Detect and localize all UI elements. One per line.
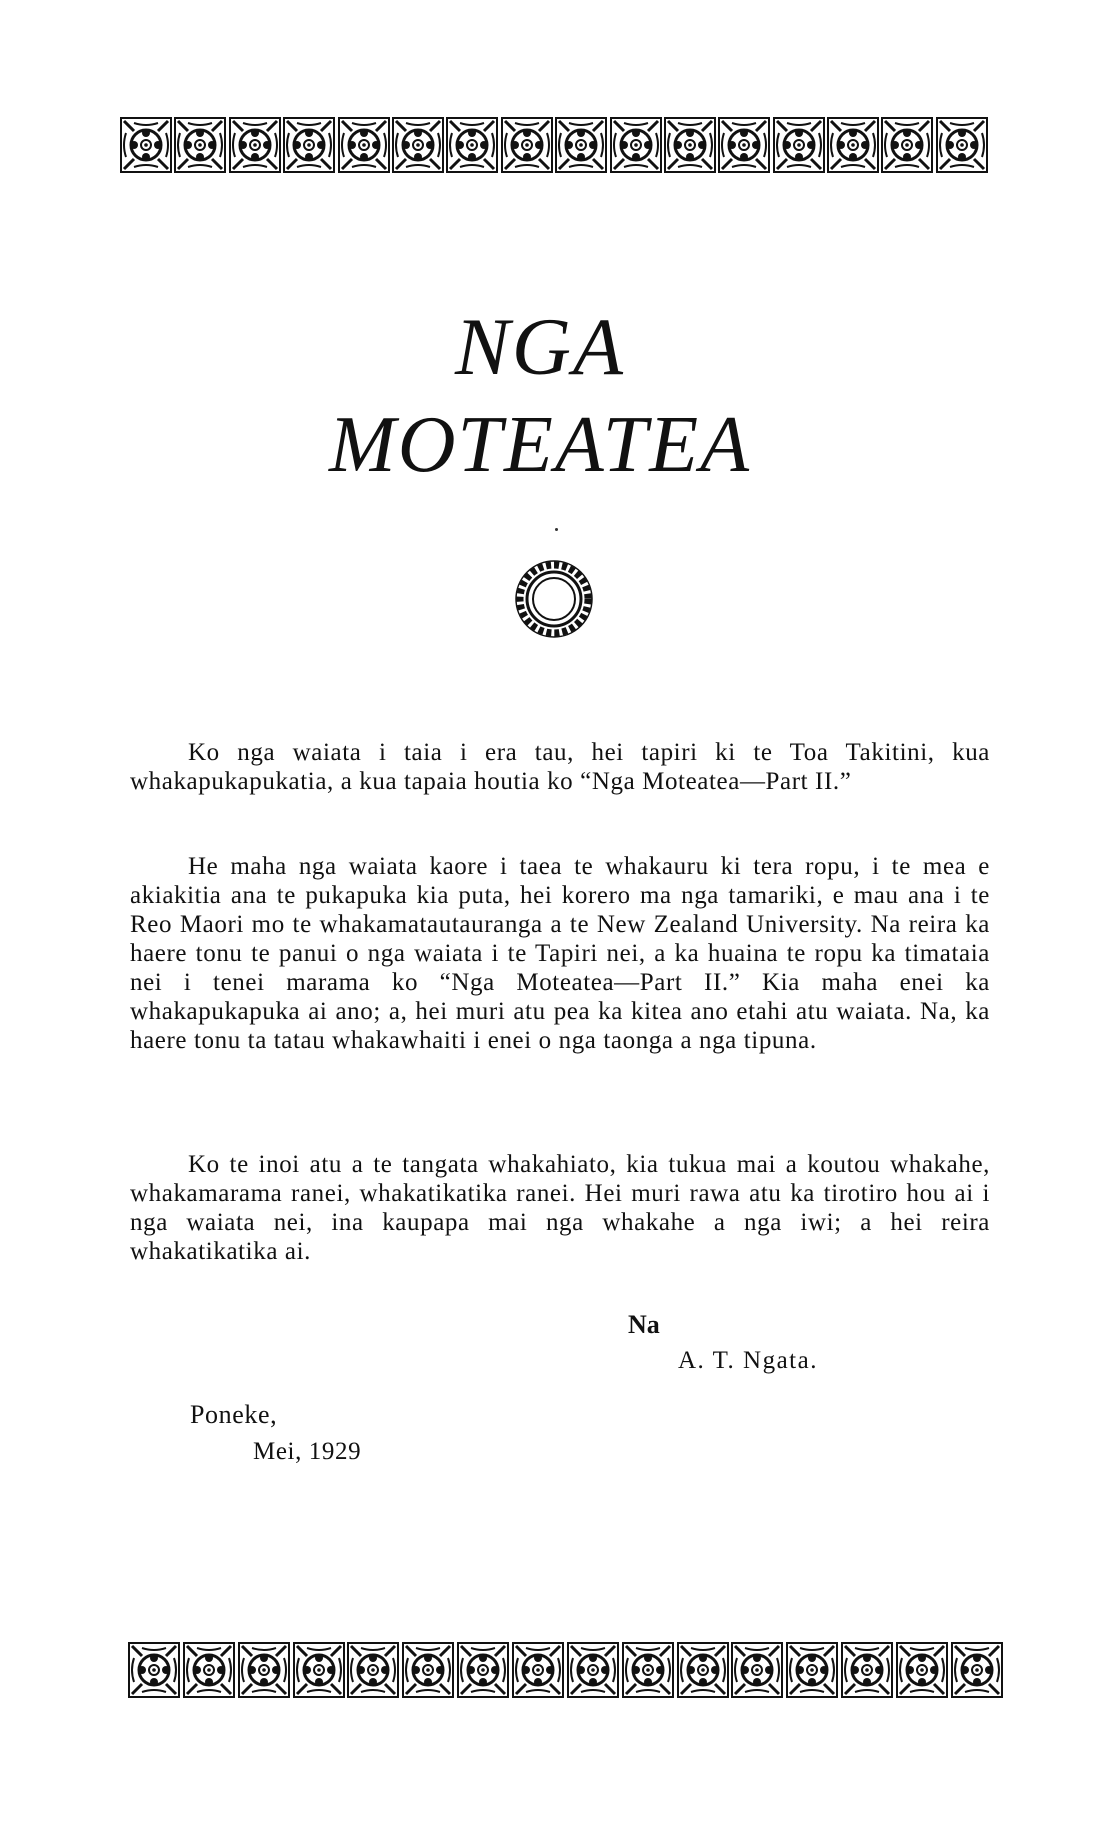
dateline-date: Mei, 1929 — [253, 1438, 362, 1465]
ornament-tile — [786, 1642, 838, 1698]
ornament-tile — [120, 117, 172, 173]
ornament-tile — [896, 1642, 948, 1698]
ornament-tile — [512, 1642, 564, 1698]
ornament-tile — [402, 1642, 454, 1698]
ornament-tile — [338, 117, 390, 173]
ornament-tile — [936, 117, 988, 173]
ornament-tile — [293, 1642, 345, 1698]
paragraph-main: He maha nga waiata kaore i taea te whakauru ki tera ropu, i te mea e akiakitia ana te pukapuka kia puta, hei korero ma nga tamariki, e mau ana i te Reo Maori mo te whakamatautauranga a te New Zealand University. Na reira ka haere tonu te panui o nga waiata i te Tapiri nei, a ka huaina te ropu ka timataia nei i tenei marama ko “Nga Moteatea—Part II.” Kia maha enei ka whakapukapuka ai ano; a, hei muri atu pea ka kitea ano etahi atu waiata. Na, ka haere tonu ta tatau whakawhaiti i enei o nga taonga a nga tipuna. — [130, 853, 990, 1054]
ornament-tile — [238, 1642, 290, 1698]
ornament-tile — [731, 1642, 783, 1698]
ornament-tile — [174, 117, 226, 173]
paragraph-intro: Ko nga waiata i taia i era tau, hei tapiri ki te Toa Takitini, kua whakapukapukatia, a kua tapaia houtia ko “Nga Moteatea—Part II.” — [130, 739, 990, 795]
ornamental-border-bottom — [128, 1640, 1003, 1700]
ornament-tile — [229, 117, 281, 173]
title-line-2: MOTEATEA — [329, 401, 751, 489]
ornament-tile — [664, 117, 716, 173]
ornament-tile — [827, 117, 879, 173]
ornament-tile — [347, 1642, 399, 1698]
ornament-tile — [128, 1642, 180, 1698]
dateline-place: Poneke, — [190, 1400, 278, 1429]
ornament-tile — [677, 1642, 729, 1698]
ornament-tile — [718, 117, 770, 173]
ornament-tile — [951, 1642, 1003, 1698]
ornament-tile — [610, 117, 662, 173]
rosette-ornament-icon — [515, 560, 593, 638]
ornament-tile — [881, 117, 933, 173]
paragraph-appeal: Ko te inoi atu a te tangata whakahiato, kia tukua mai a koutou whakahe, whakamarama ranei, whakatikatika ranei. Hei muri rawa atu ka tirotiro hou ai i nga waiata nei, ina kaupapa mai nga whakahe a nga iwi; a hei reira whakatikatika ai. — [130, 1151, 990, 1265]
ornament-tile — [501, 117, 553, 173]
ornament-tile — [446, 117, 498, 173]
ornament-tile — [773, 117, 825, 173]
ornament-tile — [622, 1642, 674, 1698]
ornament-tile — [183, 1642, 235, 1698]
decorative-dot — [555, 528, 558, 531]
ornament-tile — [567, 1642, 619, 1698]
signoff-author: A. T. Ngata. — [678, 1347, 818, 1374]
title-line-1: NGA — [455, 301, 625, 392]
ornament-tile — [457, 1642, 509, 1698]
ornament-tile — [555, 117, 607, 173]
ornamental-border-top — [120, 115, 988, 175]
ornament-tile — [841, 1642, 893, 1698]
signoff-na: Na — [628, 1310, 660, 1339]
ornament-tile — [392, 117, 444, 173]
ornament-tile — [283, 117, 335, 173]
